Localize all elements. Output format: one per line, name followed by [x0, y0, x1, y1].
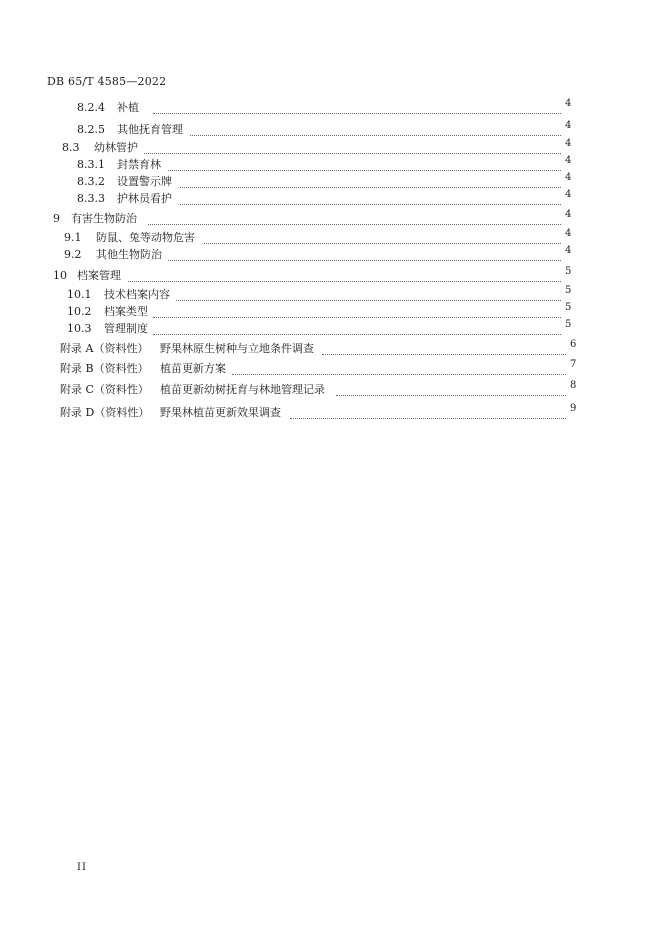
toc-leader	[148, 212, 561, 225]
toc-entry-10	[0, 267, 662, 285]
toc-leader	[232, 362, 566, 375]
toc-number: 8.3.1	[77, 158, 105, 171]
toc-leader	[180, 175, 561, 188]
toc-title: 补植	[117, 101, 139, 114]
toc-leader	[190, 123, 561, 136]
toc-entry-10-3	[0, 320, 662, 338]
toc-entry-appendix-d	[0, 404, 662, 422]
toc-title: 护林员看护	[117, 192, 172, 205]
toc-page: 8	[570, 380, 577, 391]
toc-number: 附录 C（资料性）	[60, 383, 149, 396]
toc-entry-8-3-1	[0, 156, 662, 174]
toc-entry-8-2-5	[0, 121, 662, 139]
toc-page: 4	[565, 98, 572, 109]
toc-number: 10.1	[67, 288, 92, 301]
toc-entry-8-3	[0, 139, 662, 157]
toc-leader	[204, 231, 561, 244]
toc-number: 10.2	[67, 305, 92, 318]
toc-leader	[168, 248, 561, 261]
toc-entry-10-1	[0, 286, 662, 304]
toc-title: 野果林植苗更新效果调查	[160, 406, 281, 419]
toc-title: 幼林管护	[94, 141, 138, 154]
toc-leader	[128, 269, 561, 282]
toc-page: 4	[565, 172, 572, 183]
toc-number: 9	[53, 212, 60, 225]
toc-page: 4	[565, 245, 572, 256]
toc-entry-9-1	[0, 229, 662, 247]
toc-title: 植苗更新幼树抚育与林地管理记录	[160, 383, 325, 396]
toc-title: 其他抚育管理	[117, 123, 183, 136]
toc-number: 9.2	[64, 248, 82, 261]
toc-title: 封禁育林	[117, 158, 161, 171]
toc-leader	[153, 305, 561, 318]
toc-number: 附录 D（资料性）	[60, 406, 150, 419]
toc-leader	[153, 101, 561, 114]
toc-leader	[290, 406, 566, 419]
toc-entry-appendix-a	[0, 340, 662, 358]
toc-leader	[144, 141, 561, 154]
toc-entry-appendix-b	[0, 360, 662, 378]
toc-leader	[153, 322, 561, 335]
toc-page: 4	[565, 120, 572, 131]
toc-page: 4	[565, 228, 572, 239]
toc-title: 技术档案内容	[104, 288, 170, 301]
toc-page: 4	[565, 138, 572, 149]
toc-page: 4	[565, 189, 572, 200]
toc-number: 8.3.3	[77, 192, 105, 205]
toc-page: 6	[570, 339, 577, 350]
toc-title: 档案管理	[77, 269, 121, 282]
toc-entry-8-2-4	[0, 99, 662, 117]
toc-leader	[180, 192, 561, 205]
toc-leader	[168, 158, 561, 171]
toc-page: 7	[570, 359, 577, 370]
toc-title: 管理制度	[104, 322, 148, 335]
toc-title: 其他生物防治	[96, 248, 162, 261]
toc-title: 设置警示牌	[117, 175, 172, 188]
toc-page: 5	[565, 302, 572, 313]
toc-title: 防鼠、兔等动物危害	[96, 231, 195, 244]
document-header-id: DB 65/T 4585—2022	[47, 75, 167, 88]
toc-entry-8-3-3	[0, 190, 662, 208]
toc-page: 9	[570, 403, 577, 414]
toc-page: 4	[565, 209, 572, 220]
toc-page: 5	[565, 266, 572, 277]
toc-page: 5	[565, 319, 572, 330]
toc-number: 8.2.5	[77, 123, 105, 136]
toc-number: 附录 B（资料性）	[60, 362, 149, 375]
toc-title: 植苗更新方案	[160, 362, 226, 375]
toc-number: 8.3	[62, 141, 80, 154]
toc-page: 5	[565, 285, 572, 296]
toc-entry-9-2	[0, 246, 662, 264]
toc-leader	[336, 383, 566, 396]
toc-number: 附录 A（资料性）	[60, 342, 149, 355]
toc-entry-10-2	[0, 303, 662, 321]
toc-page: 4	[565, 155, 572, 166]
toc-title: 档案类型	[104, 305, 148, 318]
toc-number: 8.3.2	[77, 175, 105, 188]
toc-entry-appendix-c	[0, 381, 662, 399]
toc-number: 10.3	[67, 322, 92, 335]
toc-entry-9	[0, 210, 662, 228]
page-number-footer: II	[77, 862, 87, 873]
toc-title: 有害生物防治	[71, 212, 137, 225]
toc-number: 8.2.4	[77, 101, 105, 114]
toc-leader	[322, 342, 566, 355]
toc-leader	[176, 288, 561, 301]
toc-number: 9.1	[64, 231, 82, 244]
toc-number: 10	[53, 269, 67, 282]
toc-entry-8-3-2	[0, 173, 662, 191]
toc-title: 野果林原生树种与立地条件调查	[160, 342, 314, 355]
